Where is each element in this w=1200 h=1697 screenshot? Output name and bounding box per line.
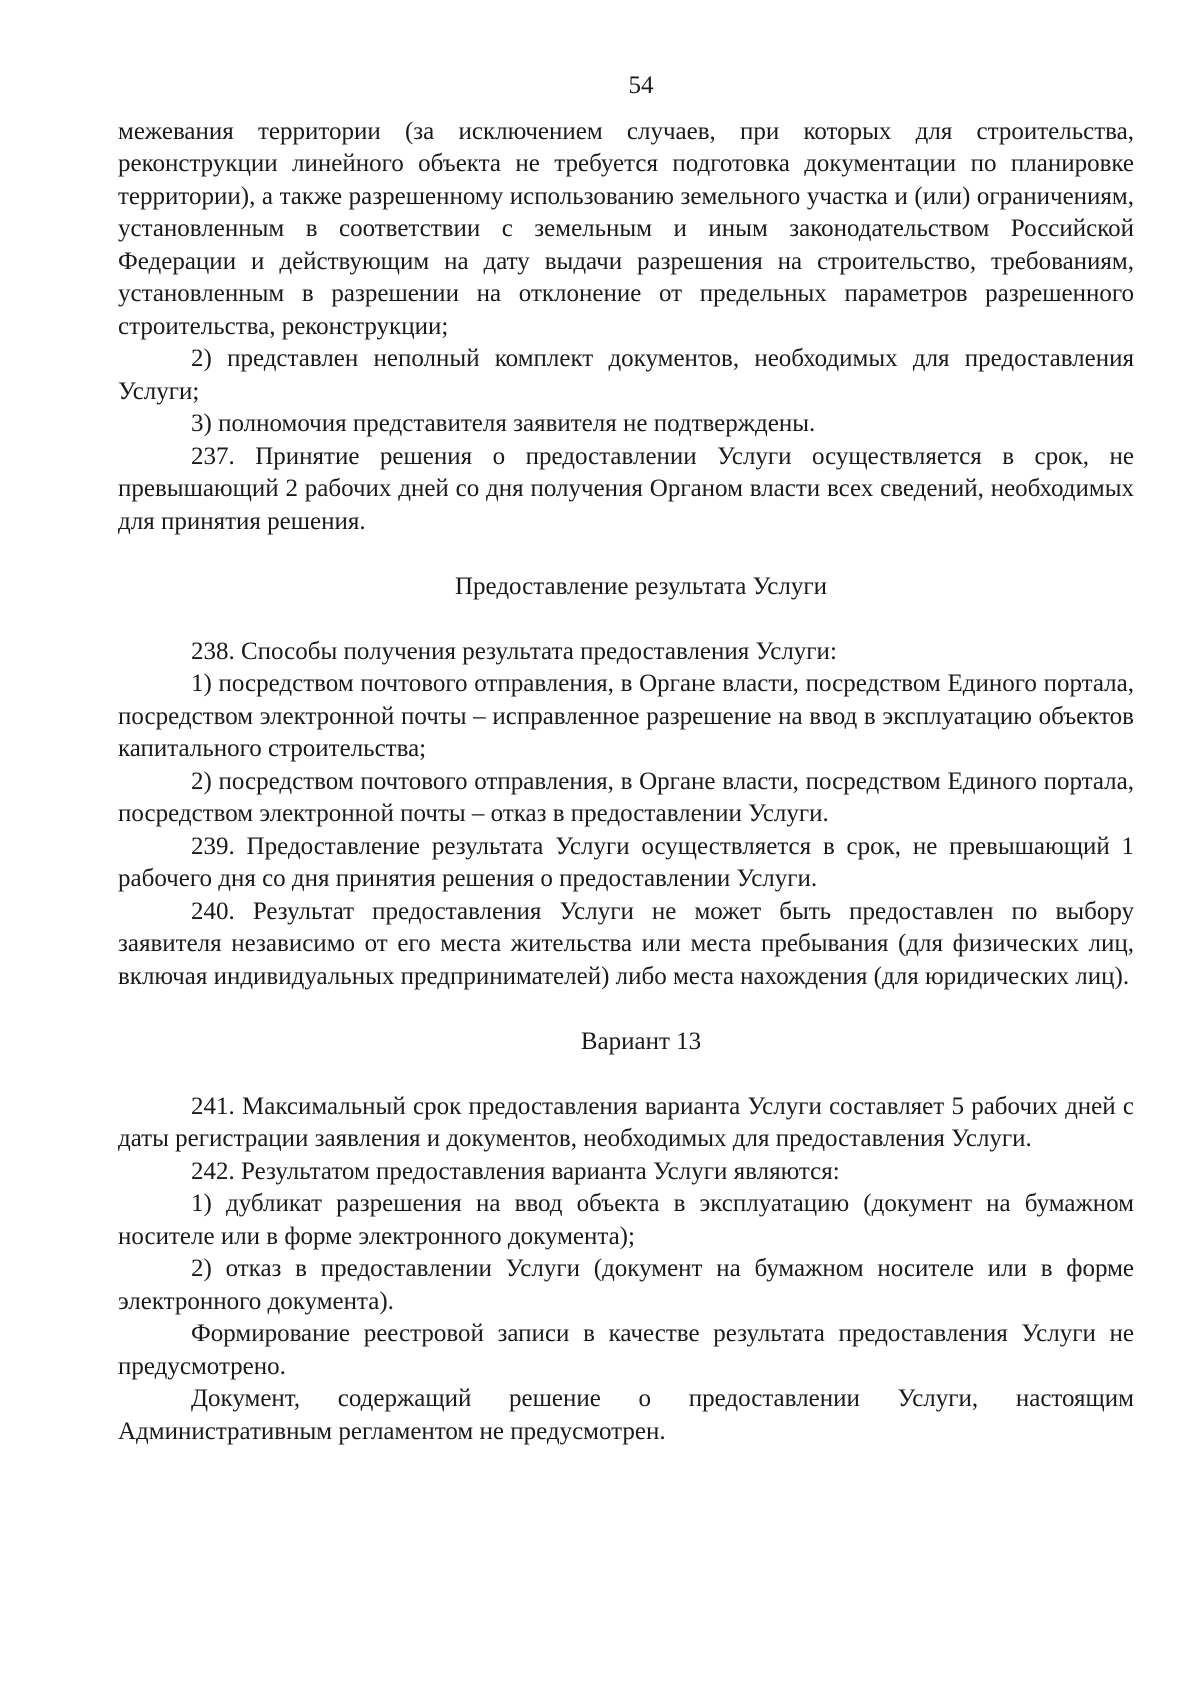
paragraph: 2) отказ в предоставлении Услуги (документ на бумажном носителе или в форме электронного документа). [118,1255,1134,1315]
section-gap [118,538,1134,571]
paragraph: 239. Предоставление результата Услуги осуществляется в срок, не превышающий 1 рабочего дня со дня принятия решения о предоставлении Услуги. [118,832,1134,892]
paragraph: 242. Результатом предоставления варианта Услуги являются: [191,1157,840,1185]
paragraph: 1) посредством почтового отправления, в Органе власти, посредством Единого портала, посредством электронной почты – исправленное разрешение на ввод в эксплуатацию объектов капитального строительства; [118,670,1134,762]
paragraph: 2) представлен неполный комплект документов, необходимых для предоставления Услуги; [118,345,1134,405]
paragraph: межевания территории (за исключением случаев, при которых для строительства, реконструкции линейного объекта не требуется подготовка документации по планировке территории), а также разрешенному использованию земельного участка и (или) ограничениям, установленным в соответствии с земельным и иным законодательством Российской Федерации и действующим на дату выдачи разрешения на строительство, требованиям, установленным в разрешении на отклонение от предельных параметров разрешенного строительства, реконструкции; [118,117,1134,340]
paragraph: 241. Максимальный срок предоставления варианта Услуги составляет 5 рабочих дней с даты регистрации заявления и документов, необходимых для предоставления Услуги. [118,1092,1134,1152]
section-gap [118,993,1134,1026]
paragraph: 237. Принятие решения о предоставлении Услуги осуществляется в срок, не превышающий 2 рабочих дней со дня получения Органом власти всех сведений, необходимых для принятия решения. [118,442,1134,535]
page-number: 54 [628,72,654,99]
paragraph: 240. Результат предоставления Услуги не может быть предоставлен по выбору заявителя независимо от его места жительства или места пребывания (для физических лиц, включая индивидуальных предпринимателей) либо места нахождения (для юридических лиц). [118,897,1134,990]
paragraph: Формирование реестровой записи в качестве результата предоставления Услуги не предусмотрено. [118,1320,1134,1380]
section-gap [118,603,1134,636]
paragraph: 3) полномочия представителя заявителя не подтверждены. [191,410,816,437]
paragraph: 2) посредством почтового отправления, в Органе власти, посредством Единого портала, посредством электронной почты – отказ в предоставлении Услуги. [118,767,1134,827]
paragraph: Документ, содержащий решение о предоставлении Услуги, настоящим Административным регламентом не предусмотрен. [118,1385,1134,1445]
paragraph: 1) дубликат разрешения на ввод объекта в эксплуатацию (документ на бумажном носителе или в форме электронного документа); [118,1190,1134,1250]
section-gap [118,1058,1134,1091]
paragraph: 238. Способы получения результата предоставления Услуги: [191,637,837,665]
section-heading: Предоставление результата Услуги [455,572,827,600]
document-body [118,116,1134,1449]
section-heading: Вариант 13 [580,1027,702,1055]
